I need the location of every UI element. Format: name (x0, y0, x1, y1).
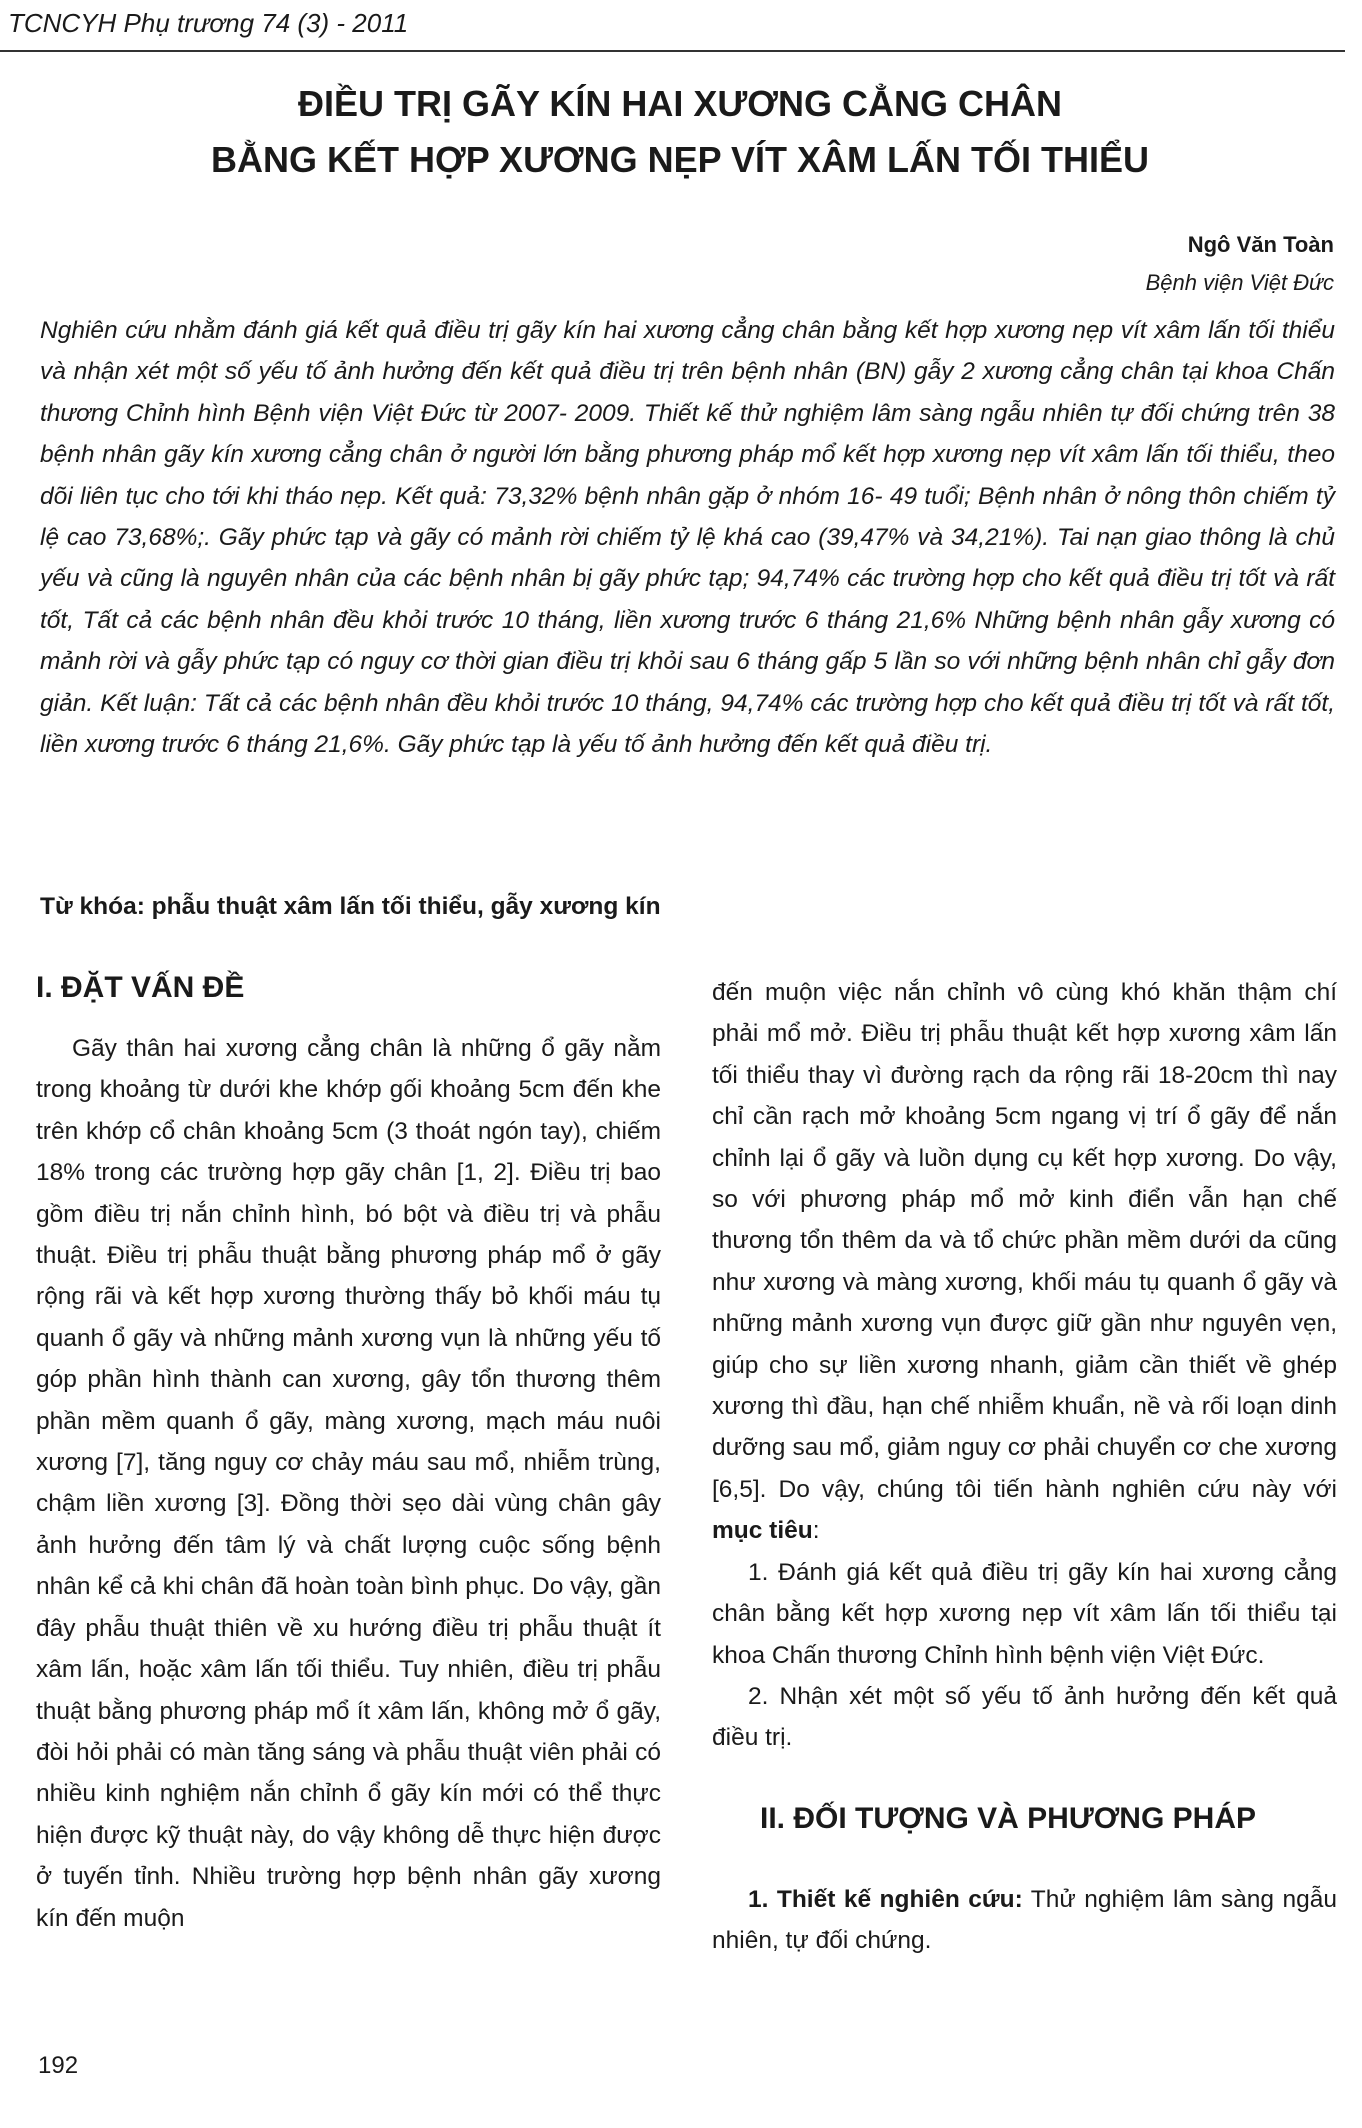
abstract: Nghiên cứu nhằm đánh giá kết quả điều trị gãy kín hai xương cẳng chân bằng kết hợp xương nẹp vít xâm lấn tối thiểu và nhận xét một số yếu tố ảnh hưởng đến kết quả điều trị trên bệnh nhân (BN) gẫy 2 xương cẳng chân tại khoa Chấn thương Chỉnh hình Bệnh viện Việt Đức từ 2007- 2009. Thiết kế thử nghiệm lâm sàng ngẫu nhiên tự đối chứng trên 38 bệnh nhân gãy kín xương cẳng chân ở người lớn bằng phương pháp mổ kết hợp xương nẹp vít xâm lấn tối thiểu, theo dõi liên tục cho tới khi tháo nẹp. Kết quả: 73,32% bệnh nhân gặp ở nhóm 16- 49 tuổi; Bệnh nhân ở nông thôn chiếm tỷ lệ cao 73,68%;. Gãy phức tạp và gãy có mảnh rời chiếm tỷ lệ khá cao (39,47% và 34,21%). Tai nạn giao thông là chủ yếu và cũng là nguyên nhân của các bệnh nhân bị gãy phức tạp; 94,74% các trường hợp cho kết quả điều trị tốt và rất tốt, Tất cả các bệnh nhân đều khỏi trước 10 tháng, liền xương trước 6 tháng 21,6% Những bệnh nhân gẫy xương có mảnh rời và gẫy phức tạp có nguy cơ thời gian điều trị khỏi sau 6 tháng gấp 5 lần so với những bệnh nhân chỉ gẫy đơn giản. Kết luận: Tất cả các bệnh nhân đều khỏi trước 10 tháng, 94,74% các trường hợp cho kết quả điều trị tốt và rất tốt, liền xương trước 6 tháng 21,6%. Gãy phức tạp là yếu tố ảnh hưởng đến kết quả điều trị. (40, 317, 1335, 759)
left-column (36, 968, 661, 1939)
section-1-heading: I. ĐẶT VẤN ĐỀ (36, 971, 245, 1004)
author-block (1146, 226, 1334, 302)
keywords: Từ khóa: phẫu thuật xâm lấn tối thiểu, gẫy xương kín (40, 893, 661, 920)
author-name: Ngô Văn Toàn (1187, 232, 1334, 257)
article-title (60, 76, 1300, 188)
header-rule (0, 50, 1345, 52)
section-1-paragraph-right (712, 972, 1337, 1552)
author-affiliation: Bệnh viện Việt Đức (1145, 270, 1334, 295)
section-2-heading: II. ĐỐI TƯỢNG VÀ PHƯƠNG PHÁP (760, 1801, 1256, 1835)
study-design-text: Thử nghiệm lâm sàng ngẫu nhiên, tự đối chứng. (712, 1885, 1337, 1955)
paragraph-right-text: đến muộn việc nắn chỉnh vô cùng khó khăn thậm chí phải mổ mở. Điều trị phẫu thuật kết hợp xương xâm lấn tối thiểu thay vì đường rạch da rộng rãi 18-20cm thì nay chỉ cần rạch mở khoảng 5cm ngang vị trí ổ gãy để nắn chỉnh lại ổ gãy và luồn dụng cụ kết hợp xương. Do vậy, so với phương pháp mổ mở kinh điển vẫn hạn chế thương tổn thêm da và tổ chức phần mềm dưới da cũng như xương và màng xương, khối máu tụ quanh ổ gãy và những mảnh xương vụn được giữ gần như nguyên vẹn, giúp cho sự liền xương nhanh, giảm cần thiết về ghép xương thì đầu, hạn chế nhiễm khuẩn, nề và rối loạn dinh dưỡng sau mổ, giảm nguy cơ phải chuyển cơ che xương [6,5]. Do vậy, chúng tôi tiến hành nghiên cứu này với (712, 979, 1337, 1503)
title-line-2: BẰNG KẾT HỢP XƯƠNG NẸP VÍT XÂM LẤN TỐI THIỂU (210, 139, 1150, 180)
right-column (712, 972, 1337, 1962)
study-design-label: 1. Thiết kế nghiên cứu: (748, 1885, 1023, 1913)
objective-1: 1. Đánh giá kết quả điều trị gãy kín hai xương cẳng chân bằng kết hợp xương nẹp vít xâm lấn tối thiểu tại khoa Chấn thương Chỉnh hình bệnh viện Việt Đức. (712, 1558, 1337, 1669)
section-2-subsection-1 (712, 1879, 1337, 1962)
objective-colon: : (812, 1517, 820, 1545)
page-number: 192 (38, 2052, 79, 2079)
objective-2: 2. Nhận xét một số yếu tố ảnh hưởng đến kết quả điều trị. (712, 1682, 1337, 1752)
objective-label: mục tiêu (712, 1517, 813, 1545)
running-header: TCNCYH Phụ trương 74 (3) - 2011 (8, 8, 409, 38)
section-1-paragraph-left: Gãy thân hai xương cẳng chân là những ổ gãy nằm trong khoảng từ dưới khe khớp gối khoảng 5cm đến khe trên khớp cổ chân khoảng 5cm (3 thoát ngón tay), chiếm 18% trong các trường hợp gãy chân [1, 2]. Điều trị bao gồm điều trị nắn chỉnh hình, bó bột và điều trị và phẫu thuật. Điều trị phẫu thuật bằng phương pháp mổ ở gãy rộng rãi và kết hợp xương thường thấy bỏ khối máu tụ quanh ổ gãy và những mảnh xương vụn là những yếu tố góp phần hình thành can xương, gây tổn thương thêm phần mềm quanh ổ gãy, màng xương, mạch máu nuôi xương [7], tăng nguy cơ chảy máu sau mổ, nhiễm trùng, chậm liền xương [3]. Đồng thời sẹo dài vùng chân gây ảnh hưởng đến tâm lý và chất lượng cuộc sống bệnh nhân kể cả khi chân đã hoàn toàn bình phục. Do vậy, gần đây phẫu thuật thiên về xu hướng điều trị phẫu thuật ít xâm lấn, hoặc xâm lấn tối thiểu. Tuy nhiên, điều trị phẫu thuật bằng phương pháp mổ ít xâm lấn, không mở ổ gãy, đòi hỏi phải có màn tăng sáng và phẫu thuật viên phải có nhiều kinh nghiệm nắn chỉnh ổ gãy kín mới có thể thực hiện được kỹ thuật này, do vậy không dễ thực hiện được ở tuyến tỉnh. Nhiều trường hợp bệnh nhân gãy xương kín đến muộn (36, 1035, 661, 1932)
title-line-1: ĐIỀU TRỊ GÃY KÍN HAI XƯƠNG CẲNG CHÂN (298, 83, 1062, 124)
